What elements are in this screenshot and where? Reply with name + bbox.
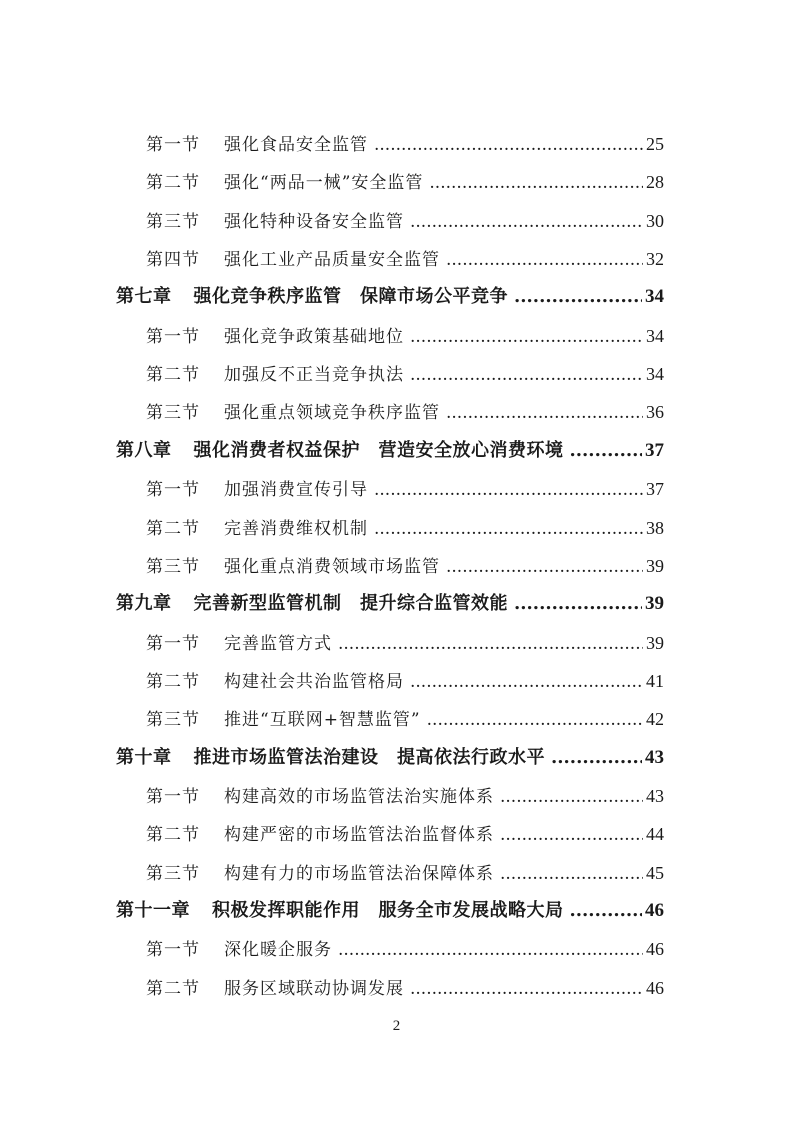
toc-page-number: 25 (646, 134, 664, 154)
section-number: 第一节 (146, 135, 200, 155)
toc-section-entry (146, 128, 664, 160)
toc-section-entry (146, 780, 664, 812)
chapter-title: 强化竞争秩序监管 保障市场公平竞争 (193, 286, 508, 308)
dot-leader (570, 435, 643, 467)
section-title: 完善消费维权机制 (224, 518, 368, 539)
section-title: 加强反不正当竞争执法 (224, 365, 404, 386)
section-title: 加强消费宣传引导 (224, 480, 368, 501)
toc-page-number: 44 (646, 824, 664, 845)
toc-page-number: 32 (646, 249, 664, 270)
toc-page-number: 43 (646, 785, 664, 806)
toc-page-number: 46 (645, 900, 664, 921)
toc-section-entry (146, 857, 664, 889)
toc-section-entry (146, 818, 664, 850)
toc-section-entry (146, 665, 664, 697)
dot-leader (429, 167, 643, 199)
section-title: 深化暖企服务 (224, 940, 332, 961)
section-number: 第二节 (146, 365, 200, 386)
toc-page-number: 28 (646, 172, 664, 193)
dot-leader (551, 742, 642, 774)
toc-page-number: 41 (646, 670, 664, 691)
dot-leader (410, 206, 643, 238)
toc-page-number: 30 (646, 210, 664, 231)
toc-chapter-entry (116, 281, 664, 313)
toc-page-number: 39 (646, 555, 664, 576)
toc-page-number: 37 (646, 479, 664, 500)
toc-page-number: 39 (646, 632, 664, 653)
dot-leader (374, 474, 643, 506)
toc-page-number: 45 (646, 862, 664, 883)
section-number: 第四节 (146, 250, 200, 271)
toc-section-entry (146, 512, 664, 544)
section-number: 第二节 (146, 671, 200, 692)
section-title: 构建高效的市场监管法治实施体系 (224, 786, 494, 807)
section-title: 强化“两品一械”安全监管 (224, 173, 424, 194)
toc-page-number: 42 (646, 709, 664, 730)
dot-leader (374, 513, 643, 545)
page-number: 2 (392, 1018, 401, 1034)
dot-leader (446, 397, 643, 429)
chapter-number: 第八章 (116, 439, 172, 461)
toc-page-number: 43 (645, 746, 664, 768)
chapter-number: 第十章 (116, 746, 172, 768)
toc-section-entry (146, 627, 664, 659)
section-title: 强化食品安全监管 (224, 135, 368, 155)
section-number: 第二节 (146, 978, 200, 999)
section-title: 强化工业产品质量安全监管 (224, 250, 440, 271)
section-number: 第一节 (146, 786, 200, 807)
toc-page-number: 38 (646, 517, 664, 538)
dot-leader (410, 973, 643, 1005)
section-title: 构建社会共治监管格局 (224, 671, 404, 692)
toc-section-entry (146, 358, 664, 390)
toc-section-entry (146, 320, 664, 352)
dot-leader (338, 628, 643, 660)
toc-page-number: 46 (646, 939, 664, 960)
dot-leader (410, 666, 643, 698)
toc-chapter-entry (116, 435, 664, 467)
section-title: 强化竞争政策基础地位 (224, 326, 404, 347)
dot-leader (514, 281, 642, 313)
toc-section-entry (146, 972, 664, 1004)
section-title: 完善监管方式 (224, 633, 332, 654)
section-title: 构建严密的市场监管法治监督体系 (224, 825, 494, 846)
toc-page-number: 34 (646, 325, 664, 346)
section-title: 构建有力的市场监管法治保障体系 (224, 863, 494, 884)
toc-page-number: 34 (646, 364, 664, 385)
section-title: 服务区域联动协调发展 (224, 978, 404, 999)
toc-page-number: 37 (645, 439, 664, 461)
section-number: 第三节 (146, 403, 200, 424)
dot-leader (514, 588, 642, 620)
dot-leader (374, 129, 643, 161)
toc-chapter-entry (116, 588, 664, 620)
section-number: 第三节 (146, 211, 200, 232)
section-number: 第三节 (146, 556, 200, 577)
dot-leader (427, 704, 643, 736)
toc-section-entry (146, 166, 664, 198)
section-number: 第一节 (146, 480, 200, 501)
dot-leader (500, 819, 643, 851)
toc-section-entry (146, 933, 664, 965)
chapter-number: 第七章 (116, 286, 172, 308)
dot-leader (446, 551, 643, 583)
section-number: 第三节 (146, 710, 200, 731)
toc-page-number: 34 (645, 286, 664, 308)
toc-page-number: 36 (646, 402, 664, 423)
chapter-title: 完善新型监管机制 提升综合监管效能 (193, 593, 508, 615)
section-title: 强化特种设备安全监管 (224, 211, 404, 232)
toc-section-entry (146, 243, 664, 275)
section-number: 第一节 (146, 326, 200, 347)
toc-section-entry (146, 703, 664, 735)
toc-page-number: 39 (645, 593, 664, 615)
chapter-title: 推进市场监管法治建设 提高依法行政水平 (193, 746, 545, 768)
dot-leader (500, 858, 643, 890)
section-title: 强化重点消费领域市场监管 (224, 556, 440, 577)
toc-section-entry (146, 550, 664, 582)
chapter-title: 强化消费者权益保护 营造安全放心消费环境 (193, 439, 564, 461)
toc-chapter-entry (116, 895, 664, 927)
dot-leader (410, 359, 643, 391)
section-number: 第三节 (146, 863, 200, 884)
section-title: 推进“互联网+智慧监管” (224, 710, 421, 731)
chapter-title: 积极发挥职能作用 服务全市发展战略大局 (212, 900, 564, 921)
section-number: 第二节 (146, 518, 200, 539)
toc-section-entry (146, 205, 664, 237)
section-number: 第二节 (146, 173, 200, 194)
chapter-number: 第九章 (116, 593, 172, 615)
toc-page-number: 46 (646, 977, 664, 998)
section-number: 第一节 (146, 940, 200, 961)
toc-chapter-entry (116, 742, 664, 774)
section-number: 第一节 (146, 633, 200, 654)
section-number: 第二节 (146, 825, 200, 846)
dot-leader (338, 934, 643, 966)
toc-section-entry (146, 473, 664, 505)
dot-leader (500, 781, 643, 813)
toc-section-entry (146, 396, 664, 428)
section-title: 强化重点领域竞争秩序监管 (224, 403, 440, 424)
dot-leader (410, 321, 643, 353)
dot-leader (570, 895, 643, 927)
dot-leader (446, 244, 643, 276)
chapter-number: 第十一章 (116, 900, 190, 921)
